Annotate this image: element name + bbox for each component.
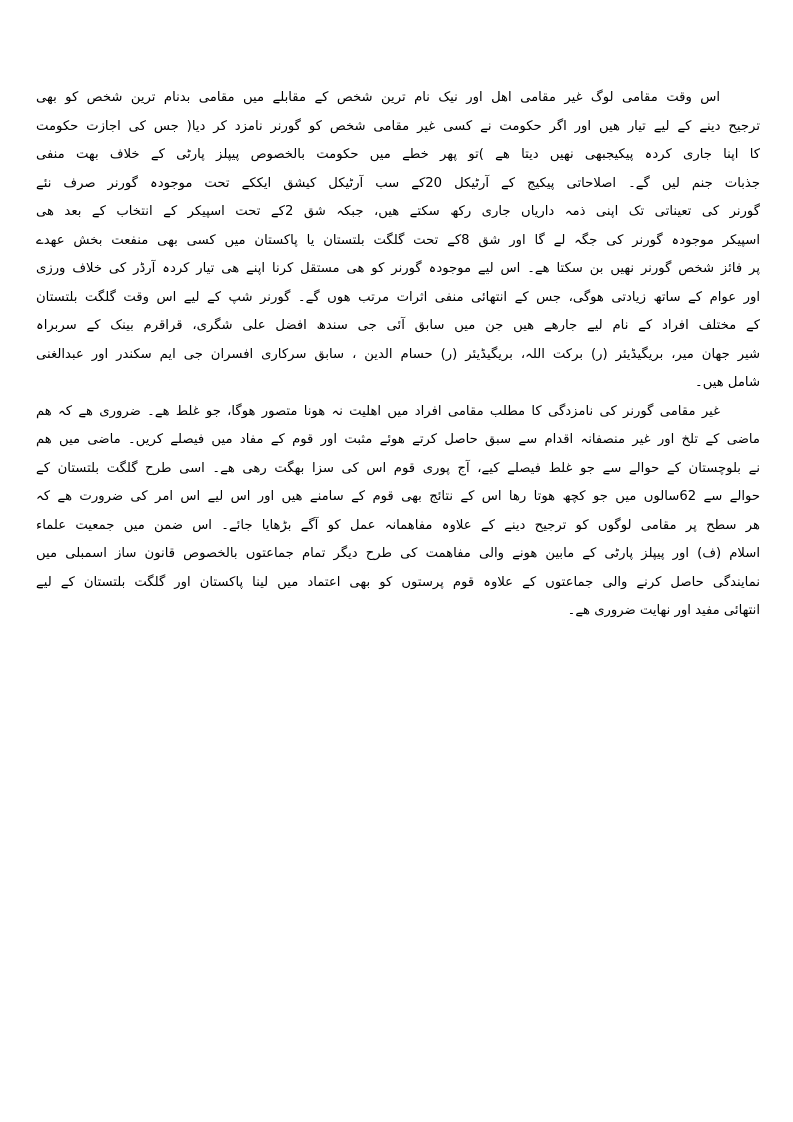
article-body xyxy=(36,84,760,626)
paragraph-line: شامل ھیں۔ xyxy=(694,375,760,390)
paragraph-line: گورنر کی تعیناتی تک اپنی ذمہ داریاں جاری رکھ سکتے ھیں، جبکہ شق 2کے تحت اسپیکر کے انتخاب کے بعد ھی xyxy=(36,204,760,219)
paragraph-1 xyxy=(36,84,760,398)
paragraph-line: انتھائی مفید اور نھایت ضروری ھے۔ xyxy=(567,603,760,618)
paragraph-line: ماضی کے تلخ اور غیر منصفانہ اقدام سے سبق حاصل کرتے ھوئے مثبت اور قوم کے مفاد میں فیصلے کریں۔ ماضی میں ھم xyxy=(36,432,760,447)
paragraph-line: حوالے سے 62سالوں میں جو کچھ ھوتا رھا اس کے نتائج بھی قوم کے سامنے ھیں اور اس لیے اس امر کی ضرورت ھے کہ xyxy=(36,489,760,504)
paragraph-line: اسلام (ف) اور پیپلز پارٹی کے مابین ھونے والی مفاھمت کی طرح دیگر تمام جماعتوں بالخصوص قانون ساز اسمبلی میں xyxy=(36,546,760,561)
paragraph-line: اس وقت مقامی لوگ غیر مقامی اھل اور نیک نام ترین شخص کے مقابلے میں مقامی بدنام ترین شخص کو بھی xyxy=(36,90,720,105)
paragraph-line: اور عوام کے ساتھ زیادتی ھوگی، جس کے انتھائی منفی اثرات مرتب ھوں گے۔ گورنر شپ کے لیے اس وقت گلگت بلتستان xyxy=(36,289,760,305)
paragraph-line: نمایندگی حاصل کرنے والی جماعتوں کے علاوہ قوم پرستوں کو بھی اعتماد میں لینا پاکستان اور گلگت بلتستان کے لیے xyxy=(36,574,760,590)
paragraph-line: کے مختلف افراد کے نام لیے جارھے ھیں جن میں سابق آئی جی سندھ افضل علی شگری، قراقرم بینک کے سربراہ xyxy=(36,318,760,333)
paragraph-line: شیر جھان میر، بریگیڈیئر (ر) برکت اللہ، بریگیڈیئر (ر) حسام الدین ، سابق سرکاری افسران جی ایم سکندر اور عبدالغنی xyxy=(36,346,760,362)
paragraph-line: ترجیح دینے کے لیے تیار ھیں اور اگر حکومت نے کسی غیر مقامی شخص کو گورنر نامزد کر دیا( جس کی اجازت حکومت xyxy=(36,118,760,134)
paragraph-line: غیر مقامی گورنر کی نامزدگی کا مطلب مقامی افراد میں اھلیت نہ ھونا متصور ھوگا، جو غلط ھے۔ ضروری ھے کہ ھم xyxy=(36,403,720,419)
paragraph-line: پر فائز شخص گورنر نھیں بن سکتا ھے۔ اس لیے موجودہ گورنر کو ھی مستقل کرنا اپنے ھی تیار کردہ آرڈر کی خلاف ورزی xyxy=(36,261,760,276)
paragraph-line: جذبات جنم لیں گے۔ اصلاحاتی پیکیج کے آرٹیکل 20کے سب آرٹیکل کیشق ایککے تحت موجودہ گورنر صرف نئے xyxy=(36,175,760,191)
paragraph-2 xyxy=(36,398,760,626)
paragraph-line: ھر سطح پر مقامی لوگوں کو ترجیح دینے کے علاوہ مفاھمانہ عمل کو آگے بڑھایا جائے۔ اس ضمن میں جمعیت علماء xyxy=(36,517,760,533)
paragraph-line: کا اپنا جاری کردہ پیکیجبھی نھیں دیتا ھے )تو پھر خطے میں حکومت بالخصوص پیپلز پارٹی کے خلاف بھت منفی xyxy=(36,147,760,162)
paragraph-line: اسپیکر موجودہ گورنر کی جگہ لے گا اور شق 8کے تحت گلگت بلتستان یا پاکستان میں کسی بھی منفعت بخش عھدے xyxy=(36,232,760,248)
paragraph-line: نے بلوچستان کے حوالے سے جو غلط فیصلے کیے، آج پوری قوم اس کی سزا بھگت رھی ھے۔ اسی طرح گلگت بلتستان کے xyxy=(36,460,760,476)
